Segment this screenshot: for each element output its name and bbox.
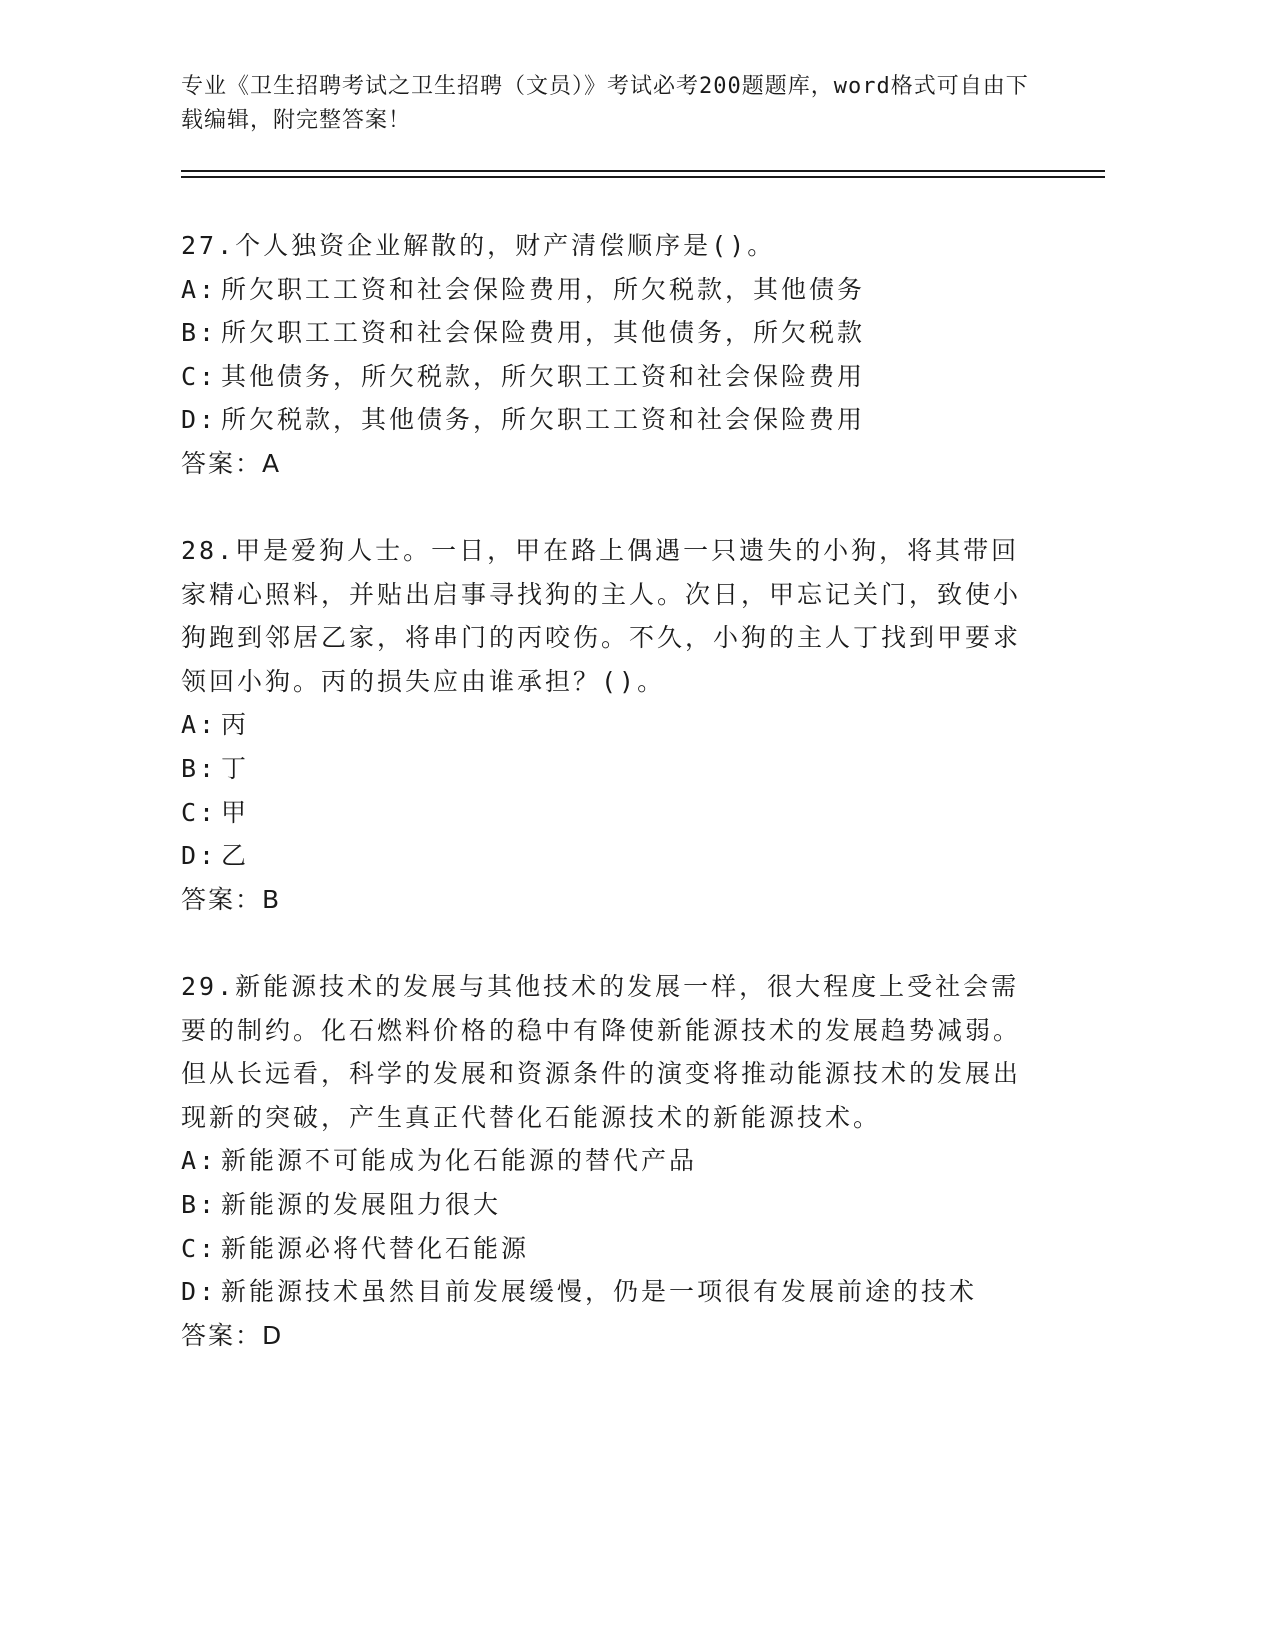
header-divider-bottom <box>181 176 1105 178</box>
option-c <box>181 355 1041 399</box>
option-list <box>181 1139 1041 1313</box>
question-stem: 28.甲是爱狗人士。一日，甲在路上偶遇一只遗失的小狗，将其带回家精心照料，并贴出启事寻找狗的主人。次日，甲忘记关门，致使小狗跑到邻居乙家，将串门的丙咬伤。不久，小狗的主人丁找到甲要求领回小狗。丙的损失应由谁承担？()。 <box>181 536 1022 696</box>
question-stem: 27.个人独资企业解散的，财产清偿顺序是()。 <box>181 231 776 260</box>
option-key: A: <box>181 710 218 740</box>
question-27 <box>181 224 1041 486</box>
option-key: A: <box>181 274 218 304</box>
option-key: D: <box>181 1277 218 1307</box>
option-key: D: <box>181 405 218 435</box>
answer-line: 答案：B <box>181 884 282 914</box>
option-a <box>181 268 1041 312</box>
answer-line: 答案：A <box>181 448 282 478</box>
option-d <box>181 1270 1041 1314</box>
option-a <box>181 703 1041 747</box>
option-b <box>181 747 1041 791</box>
answer-line: 答案：D <box>181 1320 284 1350</box>
option-c <box>181 791 1041 835</box>
option-text: 所欠职工工资和社会保险费用，其他债务，所欠税款 <box>221 318 866 348</box>
header-intro-text: 专业《卫生招聘考试之卫生招聘（文员）》考试必考200题题库，word格式可自由下载编辑，附完整答案！ <box>181 74 1029 133</box>
option-b <box>181 1183 1041 1227</box>
option-c <box>181 1227 1041 1271</box>
option-list <box>181 268 1041 442</box>
option-text: 甲 <box>221 797 250 827</box>
option-key: B: <box>181 1189 218 1219</box>
question-28 <box>181 529 1041 921</box>
option-text: 新能源的发展阻力很大 <box>221 1189 502 1219</box>
option-text: 其他债务，所欠税款，所欠职工工资和社会保险费用 <box>221 361 866 391</box>
option-key: B: <box>181 753 218 783</box>
option-text: 丁 <box>221 753 250 783</box>
option-text: 所欠职工工资和社会保险费用，所欠税款，其他债务 <box>221 274 866 304</box>
option-key: D: <box>181 841 218 871</box>
question-stem: 29.新能源技术的发展与其他技术的发展一样，很大程度上受社会需要的制约。化石燃料价格的稳中有降使新能源技术的发展趋势减弱。但从长远看，科学的发展和资源条件的演变将推动能源技术的发展出现新的突破，产生真正代替化石能源技术的新能源技术。 <box>181 972 1022 1132</box>
option-key: C: <box>181 797 218 827</box>
option-d <box>181 834 1041 878</box>
option-b <box>181 311 1041 355</box>
option-key: B: <box>181 318 218 348</box>
option-key: C: <box>181 1233 218 1263</box>
option-list <box>181 703 1041 877</box>
option-text: 乙 <box>221 841 250 871</box>
option-text: 丙 <box>221 710 250 740</box>
option-key: A: <box>181 1146 218 1176</box>
option-a <box>181 1139 1041 1183</box>
document-header <box>181 70 1041 138</box>
option-d <box>181 398 1041 442</box>
option-text: 所欠税款，其他债务，所欠职工工资和社会保险费用 <box>221 405 866 435</box>
option-text: 新能源必将代替化石能源 <box>221 1233 530 1263</box>
header-divider-top <box>181 170 1105 172</box>
option-text: 新能源不可能成为化石能源的替代产品 <box>221 1146 698 1176</box>
question-29 <box>181 965 1041 1357</box>
option-key: C: <box>181 361 218 391</box>
option-text: 新能源技术虽然目前发展缓慢，仍是一项很有发展前途的技术 <box>221 1277 978 1307</box>
